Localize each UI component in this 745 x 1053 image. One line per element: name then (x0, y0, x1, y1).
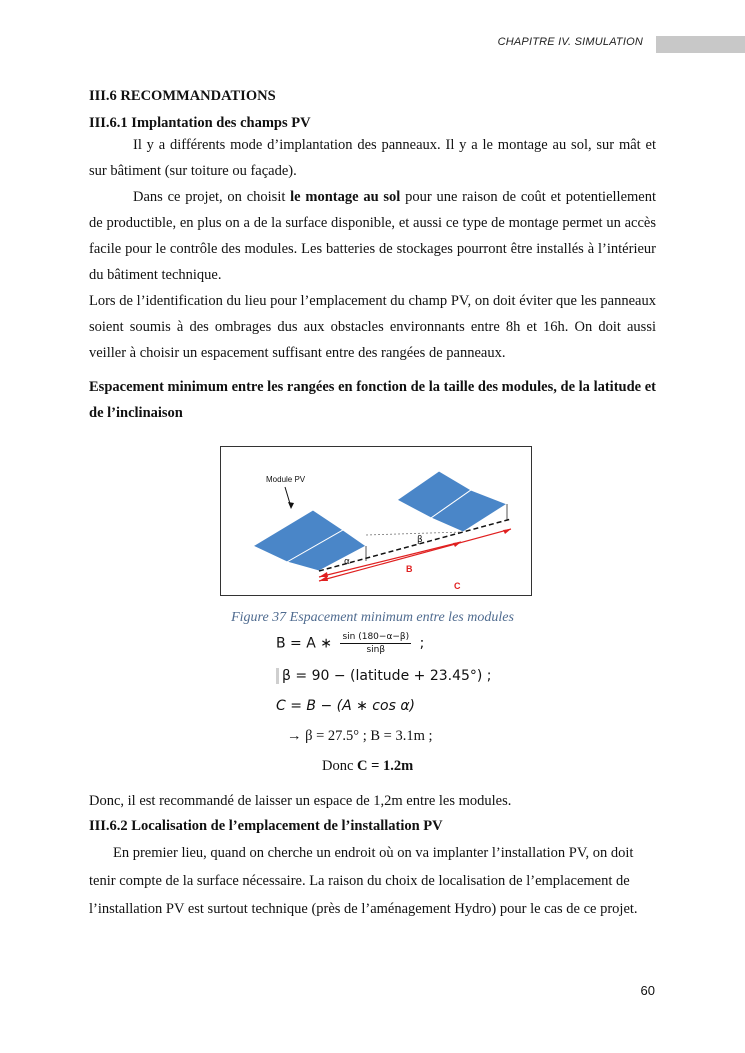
formula-1-end: ; (419, 635, 425, 652)
formula-1-left: B = A ∗ (276, 635, 332, 652)
paragraph-1: Il y a différents mode d’implantation des panneaux. Il y a le montage au sol, sur mât et sur bâtiment (sur toiture ou façade). (89, 137, 656, 179)
spacing-title: Espacement minimum entre les rangées en fonction de la taille des modules, de la latitude et de l’inclinaison (89, 379, 656, 421)
donc-label: Donc (322, 758, 358, 774)
label-C: C (454, 581, 461, 591)
formula-1-fraction (340, 632, 411, 655)
page-number: 60 (640, 983, 655, 998)
formula-result: → β = 27.5° ; B = 3.1m ; (287, 728, 433, 744)
formula-2-text: β = 90 − (latitude + 23.45°) ; (282, 668, 492, 684)
label-B: B (406, 564, 413, 574)
figure-diagram (220, 446, 532, 596)
subsection-title-1: III.6.1 Implantation des champs PV (89, 115, 311, 131)
paragraph-2-start: Dans ce projet, on choisit (133, 189, 291, 205)
spacing-diagram (221, 447, 531, 595)
paragraph-3: Lors de l’identification du lieu pour l’emplacement du champ PV, on doit éviter que les panneaux soient soumis à des ombrages dus aux obstacles environnants entre 8h et 16h. On doit aussi veiller à choisir un espacement suffisant entre des rangées de panneaux. (89, 293, 656, 361)
chapter-header: CHAPITRE IV. SIMULATION (497, 36, 643, 48)
header-bar (656, 36, 745, 53)
subsection-title-2: III.6.2 Localisation de l’emplacement de l’installation PV (89, 818, 443, 834)
paragraph-4: En premier lieu, quand on cherche un endroit où on va implanter l’installation PV, on doit tenir compte de la surface nécessaire. La raison du choix de localisation de l’emplacement de l’installation PV est surtout technique (près de l’aménagement Hydro) pour le cas de ce projet. (89, 845, 638, 917)
formula-donc (89, 758, 656, 784)
formula-2 (89, 666, 656, 698)
donc-value: C = 1.2m (357, 758, 414, 774)
paragraph-2-bold: le montage au sol (290, 189, 401, 205)
label-beta: β (417, 535, 423, 545)
formula-3: C = B − (A ∗ cos α) (276, 698, 416, 714)
page-content (89, 82, 656, 923)
paragraph-2-end: pour une raison de coût et potentiellement de productible, en plus on a de la surface disponible, et aussi ce type de montage permet un accès facile pour le contrôle des modules. Les batteries de stockages pourront être installés à l’intérieur du bâtiment technique. (89, 189, 657, 283)
section-title: III.6 RECOMMANDATIONS (89, 88, 276, 104)
formula-1 (89, 632, 656, 666)
formula-1-denominator: sinβ (366, 645, 386, 655)
conclusion: Donc, il est recommandé de laisser un espace de 1,2m entre les modules. (89, 793, 512, 809)
label-alpha: α (344, 557, 350, 567)
paragraph-2 (89, 184, 656, 288)
shadow-line (366, 532, 463, 535)
formula-1-numerator: sin (180−α−β) (342, 632, 410, 642)
label-module-pv: Module PV (266, 475, 306, 484)
figure-caption: Figure 37 Espacement minimum entre les modules (231, 610, 514, 625)
formula-block (89, 632, 656, 784)
text-cursor-marker (276, 668, 279, 684)
